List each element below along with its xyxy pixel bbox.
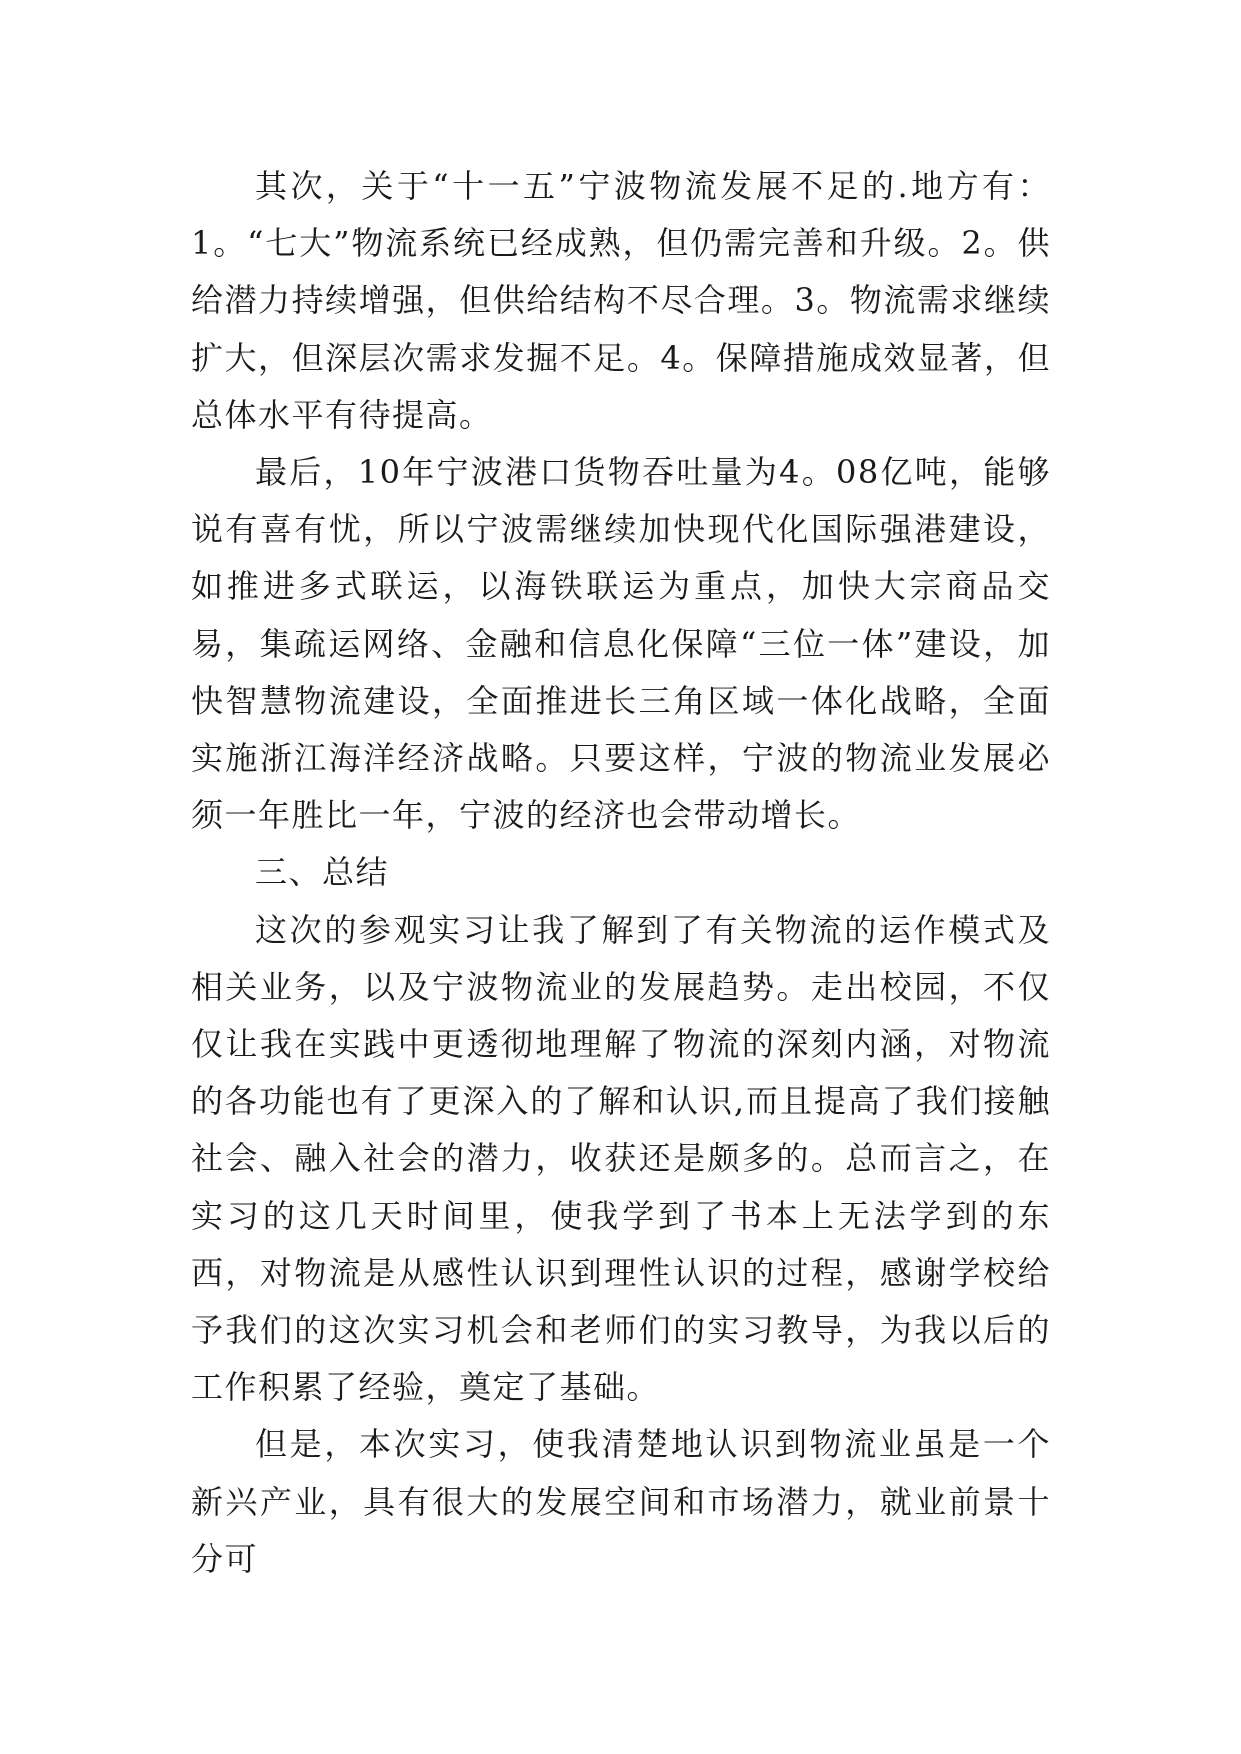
paragraph-deficiencies: 其次，关于“十一五”宁波物流发展不足的.地方有：1。“七大”物流系统已经成熟，但仍需完善和升级。2。供给潜力持续增强，但供给结构不尽合理。3。物流需求继续扩大，但深层次需求发掘不足。4。保障措施成效显著，但总体水平有待提高。 — [191, 167, 1051, 434]
document-body — [191, 158, 1051, 1588]
paragraph-however: 但是，本次实习，使我清楚地认识到物流业虽是一个新兴产业，具有很大的发展空间和市场潜力，就业前景十分可 — [191, 1425, 1051, 1578]
section-heading-summary: 三、总结 — [255, 853, 390, 892]
paragraph-internship-summary: 这次的参观实习让我了解到了有关物流的运作模式及相关业务，以及宁波物流业的发展趋势。走出校园，不仅仅让我在实践中更透彻地理解了物流的深刻内涵，对物流的各功能也有了更深入的了解和认识,而且提高了我们接触社会、融入社会的潜力，收获还是颇多的。总而言之，在实习的这几天时间里，使我学到了书本上无法学到的东西，对物流是从感性认识到理性认识的过程，感谢学校给予我们的这次实习机会和老师们的实习教导，为我以后的工作积累了经验，奠定了基础。 — [191, 910, 1051, 1407]
paragraph-port-throughput: 最后，10年宁波港口货物吞吐量为4。08亿吨，能够说有喜有忧，所以宁波需继续加快现代化国际强港建设，如推进多式联运，以海铁联运为重点，加快大宗商品交易，集疏运网络、金融和信息化保障“三位一体”建设，加快智慧物流建设，全面推进长三角区域一体化战略，全面实施浙江海洋经济战略。只要这样，宁波的物流业发展必须一年胜比一年，宁波的经济也会带动增长。 — [191, 453, 1051, 835]
